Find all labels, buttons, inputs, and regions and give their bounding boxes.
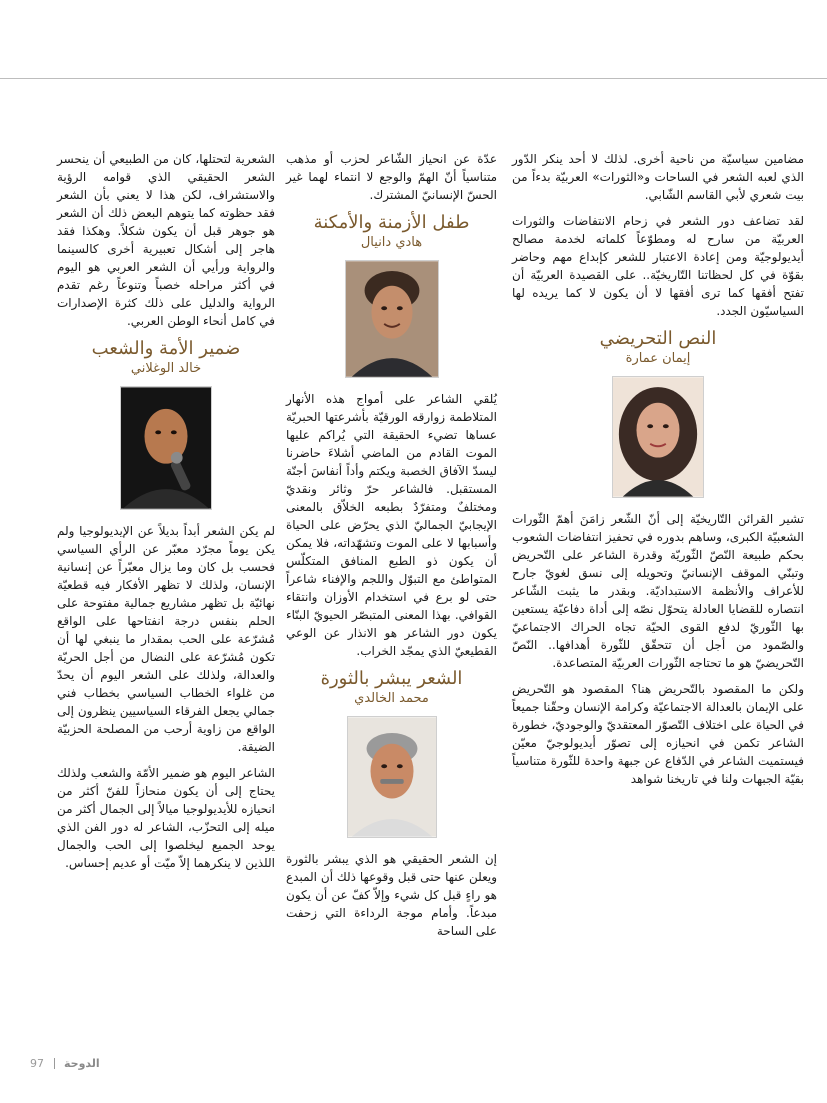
author-photo-man	[345, 260, 439, 378]
column-left	[57, 150, 275, 880]
author-photo-man	[347, 716, 437, 838]
section-title-child-of-times: طفل الأزمنة والأمكنة	[313, 212, 470, 233]
paragraph: إن الشعر الحقيقي هو الذي يبشر بالثورة ويعلن عنها حتى قبل وقوعها ذلك أن المبدع هو راءٍ قبل كل شيء وإلاّ كفّ عن أن يكون مبدعاً. وأمام موجة الرداءة التي زحفت على الساحة	[286, 852, 497, 938]
section-title-textual-incitement: النص التحريضي	[599, 328, 717, 349]
header-rule	[0, 78, 827, 79]
author-photo-man-microphone	[120, 386, 212, 510]
section-author: خالد الوغلاني	[130, 361, 202, 376]
paragraph: لم يكن الشعر أبداً بديلاً عن الإيديولوجيا ولم يكن يوماً مجرّد معبّر عن الرأي السياسي فحسب بل كان وما يزال معبّراً عن إنسانية الإنسان، ولذلك لا تظهر الأفكار فيه قطعيّة نهائيّة بل تظهر مشاريع جمالية مفتوحة على الحلم بنفس درجة انفتاحها على الواقع مُشرّعة على الحب بمقدار ما ينبغي لها أن تكون مُشرّعة على النضال من أجل الحريّة والعدالة، ولذلك على الشعر اليوم أن يحدّ من غلواء الخطاب السياسي بخطاب فني جمالي يجعل الفرقاء السياسيين ينظرون إلى الواقع من زاوية أرحب من المصلحة الحزبيّة الضيقة.	[57, 524, 275, 754]
column-middle	[286, 150, 497, 948]
paragraph: ولكن ما المقصود بالتّحريض هنا؟ المقصود هو التّحريض على الإيمان بالعدالة الاجتماعيّة وكرامة الإنسان وحقّنا جميعاً في الحياة على اختلاف التّصوّر المعتقديّ والوجوديّ، خطورة الشاعر تكمن في انحيازه إلى تصوّر أيديولوجيّ معيّن فيستميت الشاعر في الدّفاع عن جبهة واحدة للثّورة متناسياً بقيّة الجبهات ولنا في تاريخنا شواهد	[512, 682, 804, 786]
paragraph: يُلقي الشاعر على أمواج هذه الأنهار المتلاطمة زوارقه الورقيّة بأشرعتها الحبريّة عساها تضيء الحقيقة التي يُراكم عليها الموت القادم من الماضي أشلاءَ حاضرنا ليسدّ الآفاق الخصبة ويكتم وأداً أنفاسَ أجنّة المستقبل. فالشاعر حرّ وثائر ونقديّ ومختلفٌ ومتفرّدٌ بطبعه الخلاّق بالمعنى الإيجابيّ الجماليّ الذي يحرّض على الحياة وأسبابها لا على الموت وتشهّداته، فلا يمكن أن يكون ذو الطبع المنافق المتكلّس المتواطئ مع التبوّل واللجم والإفناء شاعراً حتى لو برع في استخدام الأوزان وانتقاء القوافي. بهذا المعنى المتبصّر الحيويّ البنّاء يكون دور الشاعر هو الانذار عن الوعي القطيعيّ الذي يمجّد الخراب.	[286, 392, 497, 658]
footer-divider	[54, 1058, 55, 1069]
paragraph: عدّة عن انحياز الشّاعر لحزب أو مذهب متناسياً أنّ الهمّ والوجع لا انتماء لهما غير الحسّ الإنسانيّ المشترك.	[286, 152, 497, 202]
section-author: إيمان عمارة	[625, 351, 691, 366]
section-author: هادي دانيال	[360, 235, 423, 250]
magazine-brand: الدوحة	[64, 1056, 100, 1070]
paragraph: مضامين سياسيّة من ناحية أخرى. لذلك لا أحد ينكر الدّور الذي لعبه الشعر في الساحات و«الثورات» العربيّة بدءاً من بيت شعري لأبي القاسم الشّابي.	[512, 152, 804, 202]
paragraph: تشير القرائن التّاريخيّة إلى أنّ الشّعر زامَنَ أهمّ الثّورات الشعبيّة الكبرى، وساهم بدوره في تحفيز انتفاضات الشعوب بحكم طبيعة النّصّ الثّوريّة وقدرة الشاعر على التّحريض وتبنّي الموقف الإنسانيّ وتحويله إلى نسق لغويّ جارح للأعراف والأنظمة الاستبداديّة. وبقدر ما يثبت الشّاعر انتصاره للقضايا العادلة يتحوّل نصّه إلى أداة دفاعيّة يستعين بها الثّوريّ لدفع القوى الحيّة تجاه الحراك الاجتماعيّ والصّمود من أجل أن تتحقّق للثّورة أهدافها.. النّصّ التّحريضيّ هو ما تحتاجه الثّورات العربيّة المتصاعدة.	[512, 512, 804, 670]
paragraph: الشعرية لتحتلها، كان من الطبيعي أن ينحسر الشعر الحقيقي الذي قوامه الرؤية والاستشراف، لكن هذا لا يعني بأن الشعر فقد حظوته كما يتوهم البعض ذلك أن الشعر هو جوهر قبل أن يكون شكلاً. وهكذا فقد هاجر إلى أشكال تعبيرية أخرى كالسينما والرواية ورأيي أن الشعر العربي هو اليوم في أكثر مراحله خصباً وتنوعاً رغم تقدم الرواية والدليل على ذلك كثرة الإصدارات في كامل أنحاء الوطن العربي.	[57, 152, 275, 328]
page-number: 97	[30, 1056, 44, 1070]
paragraph: لقد تضاعف دور الشعر في زحام الانتفاضات والثورات العربيّة من سارح له ومطوّعاً كلماته لخدمة مصالح أيديولوجيّة ومن إعادة الاعتبار للشعر كإبداع مهم وحاضر بقوّة في كل لحظاتنا التّاريخيّة.. على القصيدة العربيّة أن تفتح أفقها كما ترى أفقها لا أن يكون لا كما يريده لها السياسيّون الجدد.	[512, 214, 804, 318]
page-footer	[30, 1056, 230, 1076]
paragraph: الشاعر اليوم هو ضمير الأمّة والشعب ولذلك يحتاج إلى أن يكون منحازاً للفنّ أكثر من انحيازه للأيديولوجيا ميالاً إلى الجمال أكثر من ميله إلى التحزّب، الشاعر له دور الفن الذي يوحد الجميع ليخلصوا إلى الحب والجمال اللذين لا ينكرهما إلاّ ميّت أو عديم إحساس.	[57, 766, 275, 870]
section-author: محمد الخالدي	[354, 691, 429, 706]
section-title-poetry-heralds: الشعر يبشر بالثورة	[320, 668, 463, 689]
section-title-conscience: ضمير الأمة والشعب	[91, 338, 241, 359]
author-photo-woman	[612, 376, 704, 498]
column-right	[512, 150, 804, 796]
